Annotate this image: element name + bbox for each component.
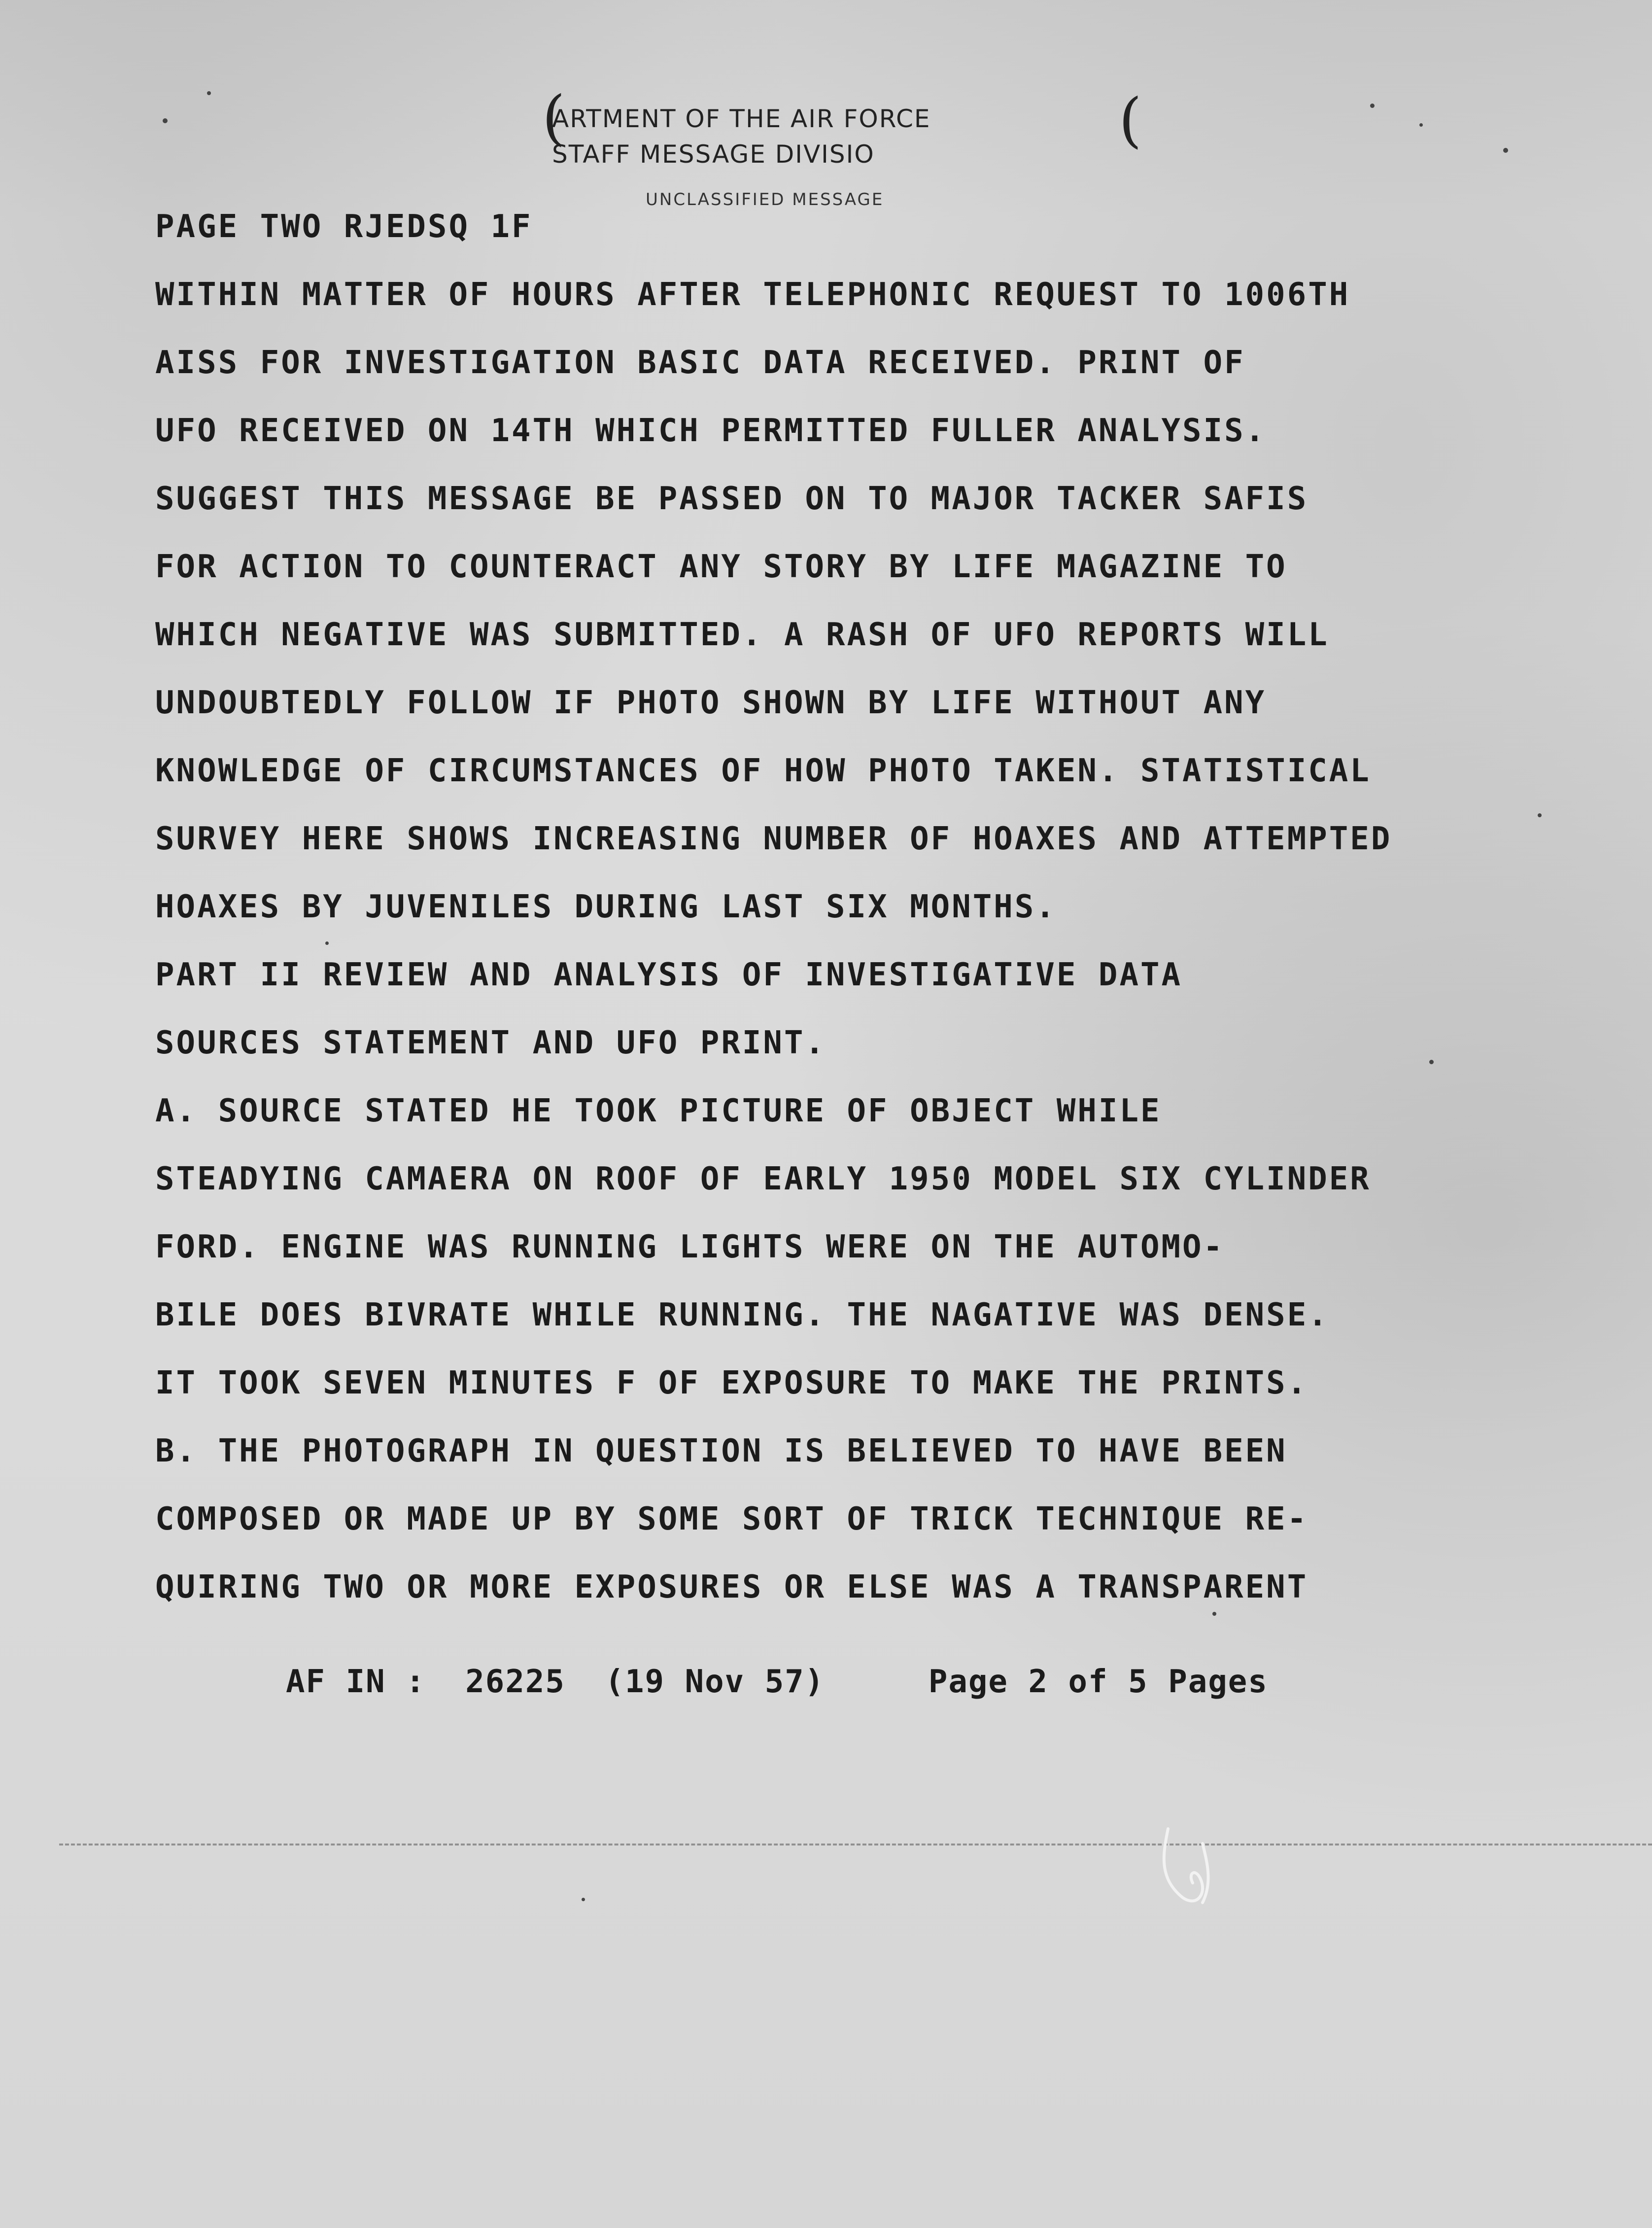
af-in-number: 26225 [465,1664,565,1700]
right-parenthesis-mark: ( [1119,86,1142,155]
message-line: BILE DOES BIVRATE WHILE RUNNING. THE NAGATIVE WAS DENSE. [155,1297,1329,1333]
message-line: SURVEY HERE SHOWS INCREASING NUMBER OF HOAXES AND ATTEMPTED [155,821,1392,857]
letterhead [552,101,1045,172]
page-edge-line [59,1844,1652,1845]
page-counter: Page 2 of 5 Pages [928,1664,1268,1700]
noise-speck [1538,813,1542,817]
message-line: FOR ACTION TO COUNTERACT ANY STORY BY LIFE MAGAZINE TO [155,549,1287,585]
af-in-label: AF IN : [286,1664,426,1700]
message-line: A. SOURCE STATED HE TOOK PICTURE OF OBJECT WHILE [155,1093,1162,1129]
noise-speck [582,1898,585,1901]
noise-speck [1503,148,1508,153]
handwritten-check-mark [1153,1824,1222,1913]
message-line: QUIRING TWO OR MORE EXPOSURES OR ELSE WAS A TRANSPARENT [155,1569,1308,1605]
classification-marking: UNCLASSIFIED MESSAGE [646,190,884,209]
message-line: SUGGEST THIS MESSAGE BE PASSED ON TO MAJOR TACKER SAFIS [155,481,1308,517]
message-footer [286,1664,1268,1700]
noise-speck [1212,1612,1216,1616]
noise-speck [1370,104,1375,108]
noise-speck [1419,123,1423,127]
letterhead-division: STAFF MESSAGE DIVISIO [552,140,875,169]
message-line: UFO RECEIVED ON 14TH WHICH PERMITTED FULLER ANALYSIS. [155,413,1267,449]
message-line: KNOWLEDGE OF CIRCUMSTANCES OF HOW PHOTO TAKEN. STATISTICAL [155,753,1371,789]
noise-speck [1429,1060,1434,1064]
message-line: SOURCES STATEMENT AND UFO PRINT. [155,1025,826,1061]
message-line: IT TOOK SEVEN MINUTES F OF EXPOSURE TO MAKE THE PRINTS. [155,1365,1308,1401]
noise-speck [207,91,211,95]
message-line: FORD. ENGINE WAS RUNNING LIGHTS WERE ON THE AUTOMO- [155,1229,1225,1265]
message-line: HOAXES BY JUVENILES DURING LAST SIX MONTHS. [155,889,1057,925]
message-line: WITHIN MATTER OF HOURS AFTER TELEPHONIC REQUEST TO 1006TH [155,277,1350,313]
message-line: STEADYING CAMAERA ON ROOF OF EARLY 1950 MODEL SIX CYLINDER [155,1161,1371,1197]
message-line: PAGE TWO RJEDSQ 1F [155,209,533,245]
left-parenthesis-mark: ( [542,84,565,152]
message-line: UNDOUBTEDLY FOLLOW IF PHOTO SHOWN BY LIFE WITHOUT ANY [155,685,1267,721]
message-date: (19 Nov 57) [605,1664,825,1700]
message-line: WHICH NEGATIVE WAS SUBMITTED. A RASH OF UFO REPORTS WILL [155,617,1329,653]
noise-speck [325,941,329,945]
message-line: COMPOSED OR MADE UP BY SOME SORT OF TRICK TECHNIQUE RE- [155,1501,1308,1537]
letterhead-department: ARTMENT OF THE AIR FORCE [552,104,931,133]
message-line: PART II REVIEW AND ANALYSIS OF INVESTIGATIVE DATA [155,957,1183,993]
message-line: AISS FOR INVESTIGATION BASIC DATA RECEIVED. PRINT OF [155,345,1245,381]
message-line: B. THE PHOTOGRAPH IN QUESTION IS BELIEVED TO HAVE BEEN [155,1433,1287,1469]
noise-speck [163,118,168,123]
